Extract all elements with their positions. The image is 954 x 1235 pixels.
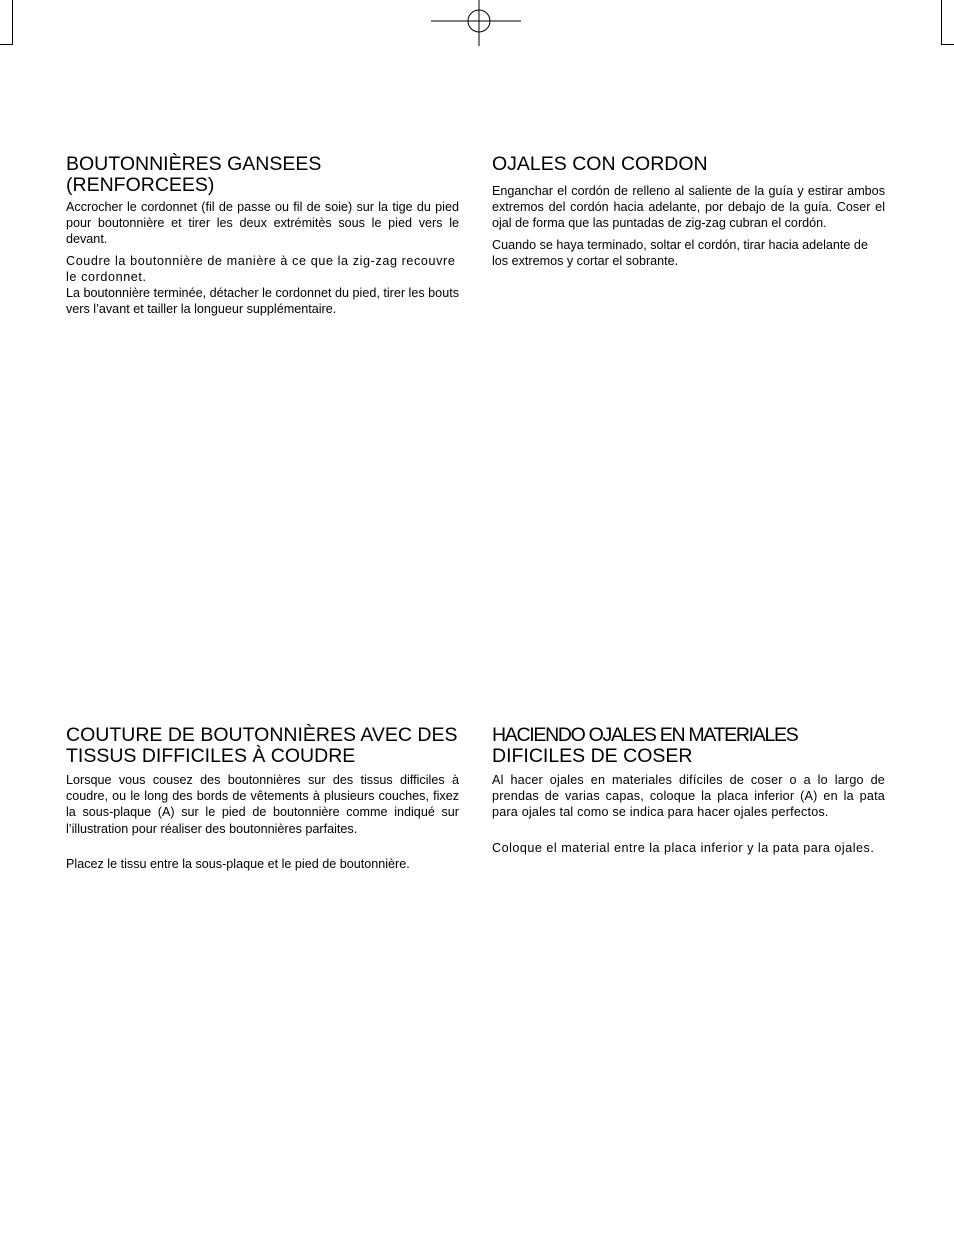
section-boutonnieres-gansees — [66, 154, 459, 317]
paragraph: Placez le tissu entre la sous-plaque et le pied de boutonnière. — [66, 856, 410, 871]
paragraph: Cuando se haya terminado, soltar el cordón, tirar hacia adelante de los extremos y cortar el sobrante. — [492, 237, 868, 268]
section-title — [492, 725, 885, 767]
registration-mark-icon — [431, 0, 521, 46]
paragraph: Enganchar el cordón de relleno al saliente de la guía y estirar ambos extremos del cordón hacia adelante, por debajo de la guía. Coser el ojal de forma que las puntadas de zig-zag cubran el cordón. — [492, 184, 885, 231]
paragraph: La boutonnière terminée, détacher le cordonnet du pied, tirer les bouts vers l’avant et tailler la longueur supplémentaire. — [66, 286, 459, 317]
section-materiales-dificiles — [492, 725, 885, 856]
section-title: COUTURE DE BOUTONNIÈRES AVEC DES TISSUS DIFFICILES À COUDRE — [66, 724, 458, 767]
section-title-line-2: DIFICILES DE COSER — [492, 745, 693, 767]
crop-mark-top-left-h — [0, 44, 13, 45]
crop-mark-top-right — [941, 0, 942, 44]
paragraph: Coloque el material entre la placa inferior y la pata para ojales. — [492, 840, 875, 855]
section-title: OJALES CON CORDON — [492, 153, 708, 175]
paragraph: Accrocher le cordonnet (fil de passe ou fil de soie) sur la tige du pied pour boutonnière et tirer les deux extrémitès sous le pied vers le devant. — [66, 200, 459, 247]
section-title-line-1: HACIENDO OJALES EN MATERIALES — [492, 724, 798, 746]
crop-mark-top-right-h — [941, 44, 954, 45]
section-ojales-con-cordon — [492, 154, 885, 269]
crop-mark-top-left — [12, 0, 13, 44]
paragraph: Coudre la boutonnière de manière à ce que la zig-zag recouvre le cordonnet. — [66, 253, 456, 284]
paragraph: Al hacer ojales en materiales difíciles de coser o a lo largo de prendas de varias capas, coloque la placa inferior (A) en la pata para ojales tal como se indica para hacer ojales perfectos. — [492, 773, 885, 820]
section-tissus-difficiles — [66, 725, 459, 872]
section-title: BOUTONNIÈRES GANSEES (RENFORCEES) — [66, 153, 322, 196]
paragraph: Lorsque vous cousez des boutonnières sur des tissus difficiles à coudre, ou le long des bords de vêtements à plusieurs couches, fixez la sous-plaque (A) sur le pied de boutonnière comme indiqué sur l’illustration pour réaliser des boutonnières parfaites. — [66, 773, 459, 836]
